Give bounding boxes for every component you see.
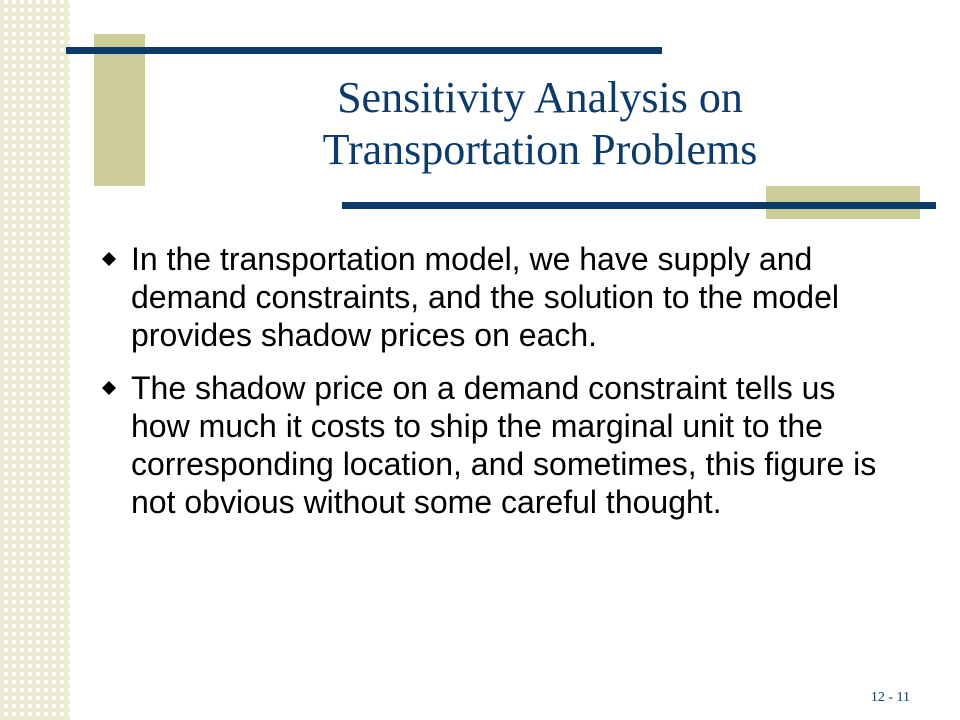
side-stripe-decoration xyxy=(0,0,70,720)
bullet-text: In the transportation model, we have supply and demand constraints, and the solution to the model provides shadow prices on each. xyxy=(131,241,839,353)
title-accent-block-left xyxy=(94,34,145,186)
title-accent-line-top xyxy=(66,47,662,54)
bullet-item xyxy=(102,240,902,354)
bullet-list xyxy=(102,240,902,536)
slide-title: Sensitivity Analysis on Transportation Problems xyxy=(322,73,758,174)
title-accent-line-bottom xyxy=(342,202,936,209)
slide-number: 12 - 11 xyxy=(870,690,910,705)
diamond-bullet-icon xyxy=(102,252,116,266)
diamond-bullet-icon xyxy=(102,381,116,395)
bullet-item xyxy=(102,369,902,521)
bullet-text: The shadow price on a demand constraint tells us how much it costs to ship the marginal unit to the corresponding location, and sometimes, this figure is not obvious without some careful thought. xyxy=(131,370,877,520)
